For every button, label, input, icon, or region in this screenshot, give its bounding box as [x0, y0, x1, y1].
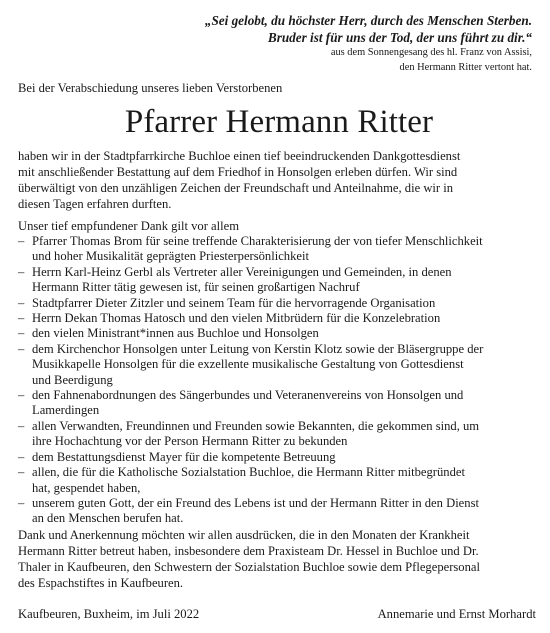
list-item-line: Musikkapelle Honsolgen für die exzellente musikalische Gestaltung von Gottesdienst: [32, 357, 464, 372]
place-date: Kaufbeuren, Buxheim, im Juli 2022: [18, 607, 200, 621]
list-item: [18, 342, 540, 388]
list-item: [18, 465, 540, 496]
motto-source-1: aus dem Sonnengesang des hl. Franz von Assisi,: [330, 47, 532, 58]
motto-source-2: den Hermann Ritter vertont hat.: [399, 61, 532, 73]
motto-line-1: „Sei gelobt, du höchster Herr, durch des Menschen Sterben.: [204, 13, 532, 28]
list-item-line: hat, gespendet haben,: [32, 480, 141, 495]
list-item: [18, 234, 540, 265]
list-item: [18, 311, 540, 326]
list-item: [18, 450, 540, 465]
thanks-list: [18, 234, 540, 527]
closing-paragraph: [18, 527, 540, 591]
intro-line: Bei der Verabschiedung unseres lieben Verstorbenen: [18, 81, 283, 95]
closing-line: Thaler in Kaufbeuren, den Schwestern der Sozialstation Buchloe sowie dem Pflegepersonal: [18, 559, 480, 574]
motto-quote: [102, 12, 532, 75]
list-item-line: an den Menschen berufen hat.: [32, 511, 184, 526]
notice-body: [18, 80, 540, 591]
paragraph-line: überwältigt von den unzähligen Zeichen der Freundschaft und Anteilnahme, die wir in: [18, 181, 454, 195]
list-item-line: – Stadtpfarrer Dieter Zitzler und seinem Team für die hervorragende Organisation: [32, 295, 436, 310]
list-item-line: – den Fahnenabordnungen des Sängerbundes und Veteranenvereins von Honsolgen und: [32, 388, 464, 403]
list-item-line: – den vielen Ministrant*innen aus Buchloe und Honsolgen: [32, 326, 319, 341]
closing-line: Dank und Anerkennung möchten wir allen ausdrücken, die in den Monaten der Krankheit: [18, 527, 470, 542]
list-item: [18, 296, 540, 311]
list-item-line: – unserem guten Gott, der ein Freund des Lebens ist und der Hermann Ritter in den Dienst: [32, 495, 479, 510]
paragraph-line: mit anschließender Bestattung auf dem Friedhof in Honsolgen erleben dürfen. Wir sind: [18, 165, 458, 179]
list-item-line: Hermann Ritter tätig gewesen ist, für seinen großartigen Nachruf: [32, 280, 360, 295]
paragraph-line: diesen Tagen erfahren durften.: [18, 197, 172, 211]
list-item-line: – dem Bestattungsdienst Mayer für die kompetente Betreuung: [32, 449, 336, 464]
footer: [18, 606, 536, 622]
list-item-line: und Beerdigung: [32, 372, 113, 387]
thanks-intro: Unser tief empfundener Dank gilt vor allem: [18, 219, 240, 233]
list-item: [18, 265, 540, 296]
list-item-line: Lamerdingen: [32, 403, 100, 418]
list-item-line: – dem Kirchenchor Honsolgen unter Leitung von Kerstin Klotz sowie der Bläsergruppe der: [32, 341, 484, 356]
list-item: [18, 326, 540, 341]
list-item-line: – Pfarrer Thomas Brom für seine treffende Charakterisierung der von tiefer Menschlichkeit: [32, 234, 483, 248]
paragraph-line: haben wir in der Stadtpfarrkirche Buchloe einen tief beeindruckenden Dankgottesdienst: [18, 149, 461, 163]
list-item-line: – allen, die für die Katholische Sozialstation Buchloe, die Hermann Ritter mitbegründet: [32, 465, 465, 480]
motto-line-2: Bruder ist für uns der Tod, der uns führt zu dir.“: [267, 30, 532, 45]
list-item-line: – Herrn Karl-Heinz Gerbl als Vertreter aller Vereinigungen und Gemeinden, in denen: [32, 264, 452, 279]
list-item-line: – Herrn Dekan Thomas Hatosch und den vielen Mitbrüdern für die Konzelebration: [32, 311, 441, 326]
closing-line: des Espachstiftes in Kaufbeuren.: [18, 575, 184, 590]
list-item: [18, 496, 540, 527]
list-item: [18, 419, 540, 450]
closing-line: Hermann Ritter betreut haben, insbesondere dem Praxisteam Dr. Hessel in Buchloe und Dr.: [18, 543, 479, 558]
list-item-line: ihre Hochachtung vor der Person Hermann Ritter zu bekunden: [32, 434, 348, 449]
list-item: [18, 388, 540, 419]
deceased-name: Pfarrer Hermann Ritter: [124, 104, 434, 140]
signatories: Annemarie und Ernst Morhardt: [377, 607, 536, 621]
list-item-line: und hoher Musikalität geprägten Priesterpersönlichkeit: [32, 249, 309, 264]
list-item-line: – allen Verwandten, Freundinnen und Freunden sowie Bekannten, die gekommen sind, um: [32, 418, 480, 433]
gratitude-paragraph: [18, 148, 540, 212]
